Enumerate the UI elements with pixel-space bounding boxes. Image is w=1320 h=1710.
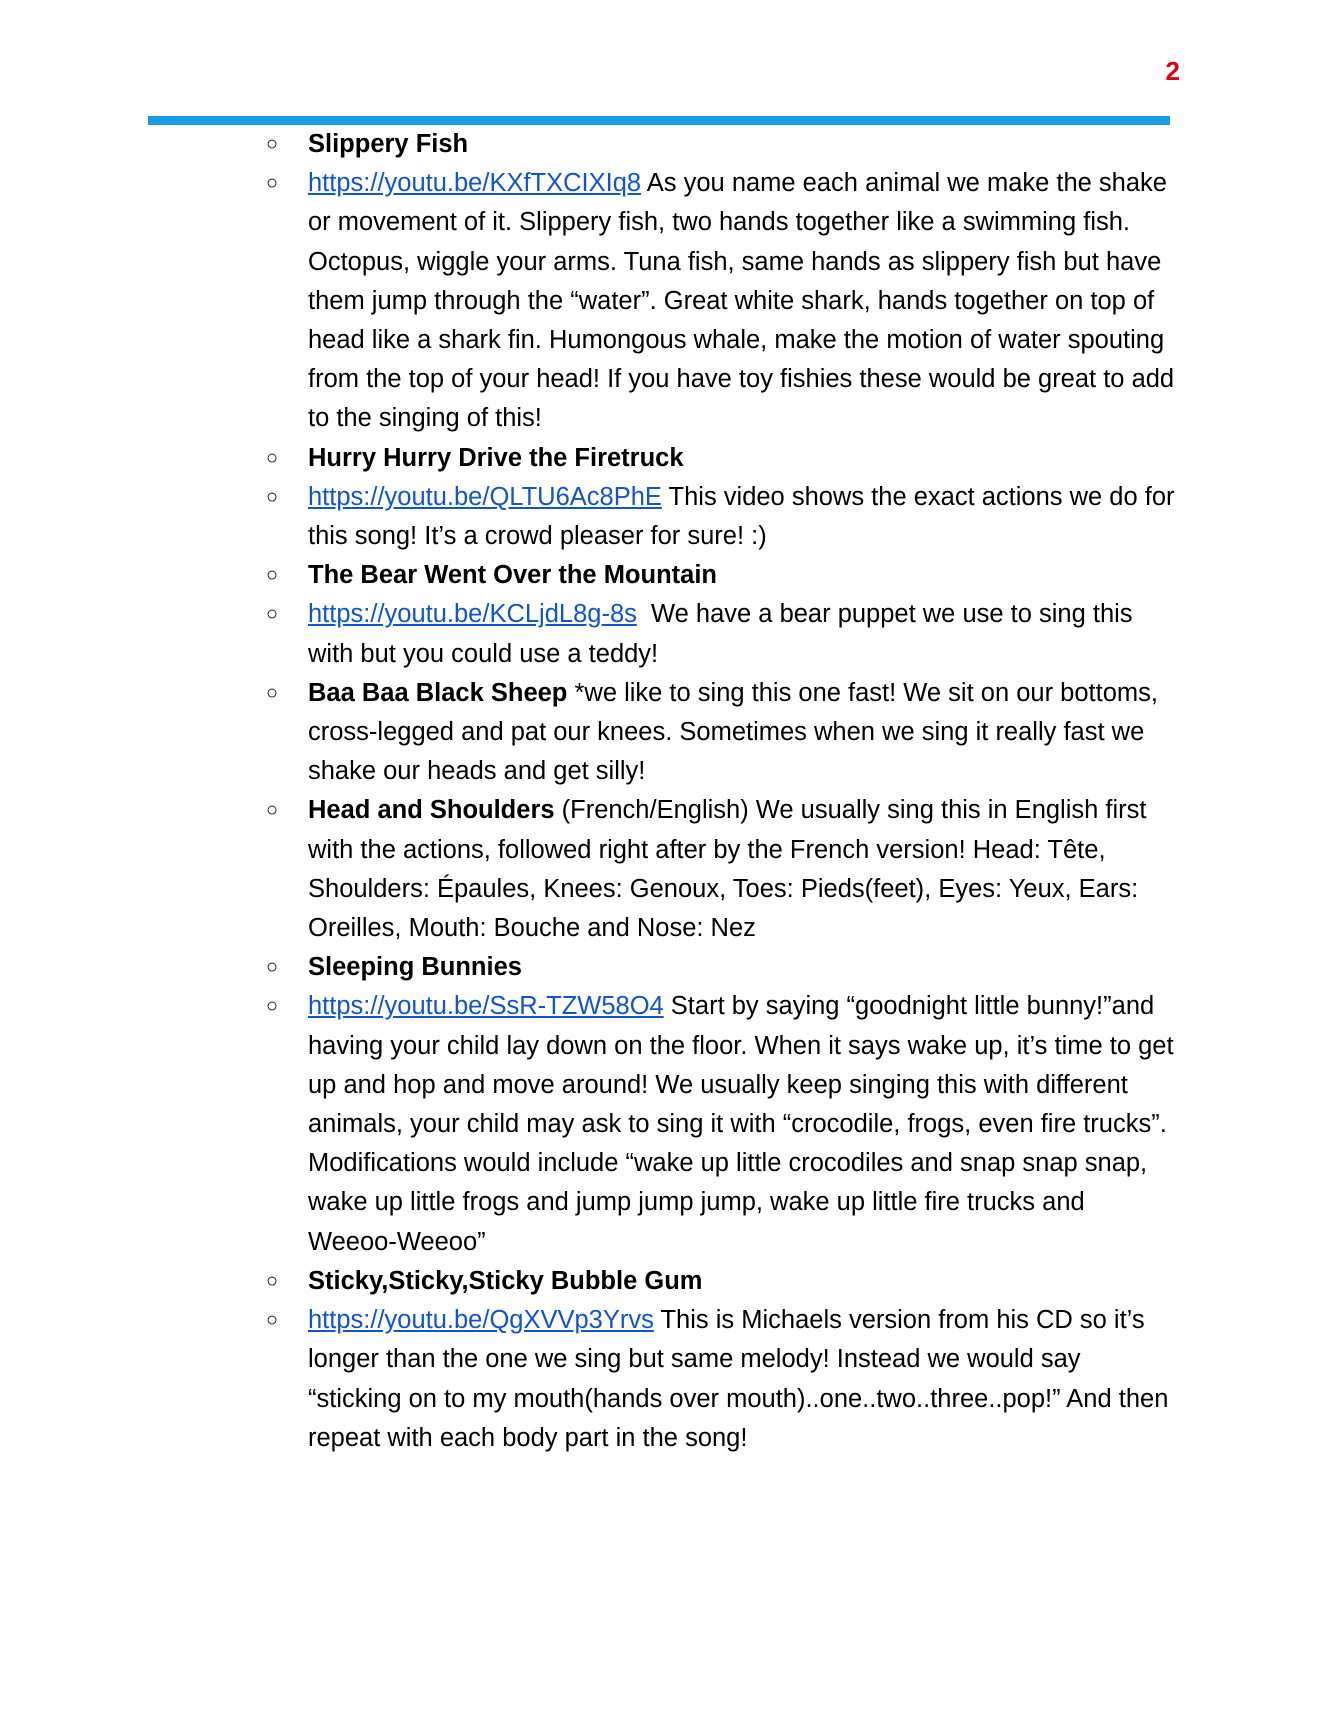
video-link[interactable]: https://youtu.be/QLTU6Ac8PhE bbox=[308, 482, 662, 511]
hollow-circle-bullet-icon: ○ bbox=[266, 681, 279, 704]
hollow-circle-bullet-icon: ○ bbox=[266, 799, 279, 822]
song-description: (French/English) We usually sing this in English first with the actions, followed right after by the French version! Head: Tête, Shoulders: Épaules, Knees: Genoux, Toes: Pieds(feet), Eyes: Yeux, Ears: Oreilles, Mouth: Bouche and Nose: Nez bbox=[308, 796, 1154, 943]
song-description: We have a bear puppet we use to sing this with but you could use a teddy! bbox=[308, 600, 1140, 668]
list-item bbox=[0, 556, 1178, 595]
hollow-circle-bullet-icon: ○ bbox=[266, 446, 279, 469]
song-list bbox=[0, 125, 1320, 1458]
hollow-circle-bullet-icon: ○ bbox=[266, 133, 279, 155]
hollow-circle-bullet-icon: ○ bbox=[266, 995, 279, 1018]
list-item bbox=[0, 478, 1182, 556]
song-description: This video shows the exact actions we do for this song! It’s a crowd pleaser for sure! :) bbox=[308, 482, 1182, 551]
page-number: 2 bbox=[1165, 56, 1180, 86]
song-description: Start by saying “goodnight little bunny!”and having your child lay down on the floor. When it says wake up, it’s time to get up and hop and move around! We usually keep singing this with different animals, your child may ask to sing it with “crocodile, frogs, even fire trucks”. Modifications would include “wake up little crocodiles and snap snap snap, wake up little frogs and jump jump jump, wake up little fire trucks and Weeoo-Weeoo” bbox=[308, 992, 1181, 1256]
list-item bbox=[0, 791, 1178, 948]
hollow-circle-bullet-icon: ○ bbox=[266, 1309, 279, 1332]
song-title: Baa Baa Black Sheep bbox=[308, 678, 568, 707]
video-link[interactable]: https://youtu.be/KCLjdL8g-8s bbox=[308, 600, 637, 629]
song-description: *we like to sing this one fast! We sit on our bottoms, cross-legged and pat our knees. Sometimes when we sing it really fast we shake our heads and get silly! bbox=[308, 678, 1166, 786]
song-title: The Bear Went Over the Mountain bbox=[308, 561, 717, 590]
list-item bbox=[0, 1301, 1178, 1458]
hollow-circle-bullet-icon: ○ bbox=[266, 956, 279, 979]
hollow-circle-bullet-icon: ○ bbox=[266, 564, 279, 587]
list-item bbox=[0, 674, 1178, 792]
song-title: Sleeping Bunnies bbox=[308, 953, 522, 982]
list-item bbox=[0, 987, 1181, 1261]
list-item bbox=[0, 595, 1178, 673]
song-title: Head and Shoulders bbox=[308, 796, 555, 825]
list-item bbox=[0, 439, 1178, 478]
video-link[interactable]: https://youtu.be/QgXVVp3Yrvs bbox=[308, 1306, 654, 1335]
hollow-circle-bullet-icon: ○ bbox=[266, 603, 279, 626]
list-item bbox=[0, 1262, 1178, 1301]
list-item bbox=[0, 125, 1178, 164]
hollow-circle-bullet-icon: ○ bbox=[266, 172, 279, 195]
hollow-circle-bullet-icon: ○ bbox=[266, 1269, 279, 1292]
list-item bbox=[0, 948, 1178, 987]
header-rule bbox=[148, 116, 1170, 125]
list-item bbox=[0, 164, 1182, 438]
video-link[interactable]: https://youtu.be/SsR-TZW58O4 bbox=[308, 992, 664, 1021]
song-title: Slippery Fish bbox=[308, 130, 469, 158]
hollow-circle-bullet-icon: ○ bbox=[266, 485, 279, 508]
video-link[interactable]: https://youtu.be/KXfTXCIXIq8 bbox=[308, 169, 642, 198]
song-description: This is Michaels version from his CD so it’s longer than the one we sing but same melody! Instead we would say “sticking on to my mouth(hands over mouth)..one..two..three..pop!” And then repeat with each body part in the song! bbox=[308, 1306, 1176, 1452]
song-description: As you name each animal we make the shake or movement of it. Slippery fish, two hands together like a swimming fish. Octopus, wiggle your arms. Tuna fish, same hands as slippery fish but have them jump through the “water”. Great white shark, hands together on top of head like a shark fin. Humongous whale, make the motion of water spouting from the top of your head! If you have toy fishies these would be great to add to the singing of this! bbox=[308, 169, 1182, 433]
song-title: Hurry Hurry Drive the Firetruck bbox=[308, 443, 684, 472]
song-title: Sticky,Sticky,Sticky Bubble Gum bbox=[308, 1266, 703, 1295]
